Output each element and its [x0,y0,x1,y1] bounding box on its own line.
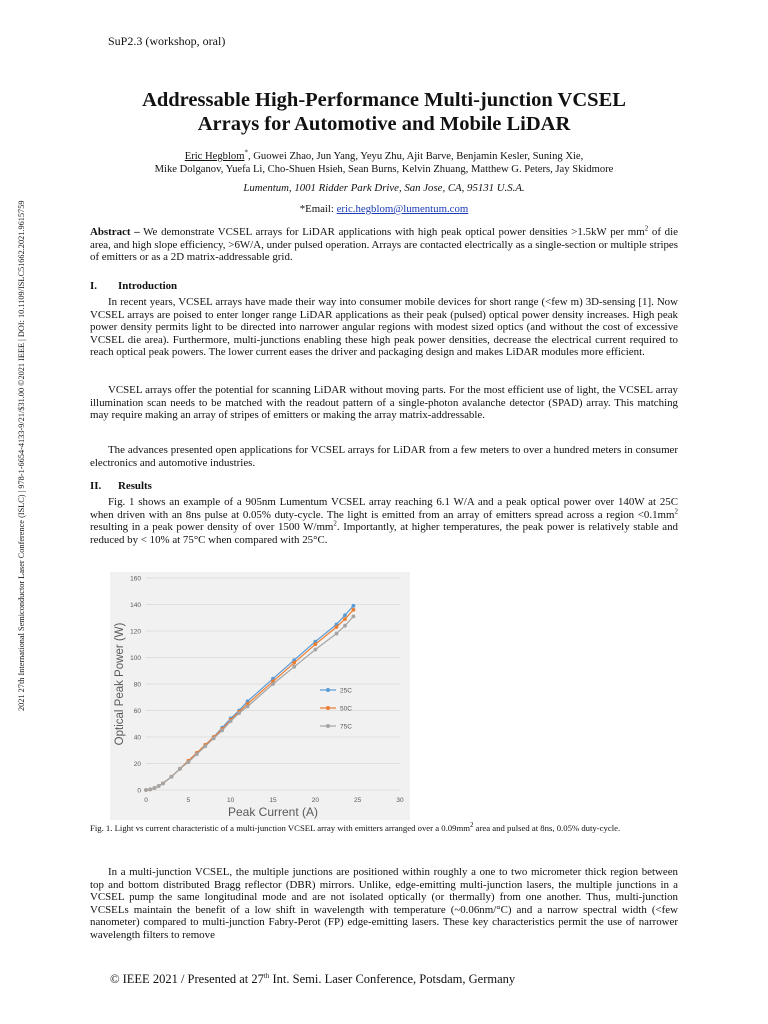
data-point-50C [343,617,347,621]
y-axis-label: Optical Peak Power (W) [114,622,126,746]
y-tick-label: 160 [130,575,141,583]
data-point-75C [178,767,182,771]
data-point-75C [148,787,152,791]
legend-marker-25C [326,688,330,692]
footer-text-a: © IEEE 2021 / Presented at 27 [110,972,264,986]
x-tick-label: 5 [186,797,191,804]
section-heading-introduction [90,280,177,292]
x-tick-label: 10 [227,797,235,804]
y-tick-label: 20 [133,761,141,768]
data-point-75C [212,736,216,740]
series-line-75C [146,616,353,790]
results-paragraph-2: In a multi-junction VCSEL, the multiple junctions are positioned within roughly a one to two micrometer thick region between top and bottom distributed Bragg reflector (DBR) mirrors. Unlike, edge-emitting multi-junction lasers, the multiple junctions in a VCSEL pump the same longitudinal mode and are not isolated optically (or thermally) from one another. Thus, multi-junction VCSELs maintain the benefit of a low shift in wavelength with temperature (~0.06nm/°C) and a narrow spectral width (<few nanometer) compared to multi-junction Fabry-Perot (FP) edge-emitting lasers. These key characteristics permit the use of narrower wavelength filters to remove [90,866,678,941]
author-list [100,148,668,176]
results-text-b: resulting in a peak power density of over 1500 W/mm [90,521,334,534]
abstract-text-a: We demonstrate VCSEL arrays for LiDAR applications with high peak optical power densities >1.5kW per mm [139,226,645,238]
data-point-75C [352,615,356,619]
x-tick-label: 20 [311,797,319,804]
data-point-75C [195,752,199,756]
paper-title [90,88,678,136]
session-label: SuP2.3 (workshop, oral) [108,34,226,48]
doi-sidebar: 2021 27th International Semiconductor Laser Conference (ISLC) | 978-1-6654-4133-9/21/$31.00 ©2021 IEEE | DOI: 10.1109/ISLC51662.2021.9615759 [17,200,26,711]
abstract [90,226,678,264]
x-axis-label: Peak Current (A) [227,805,319,819]
intro-paragraph-2: VCSEL arrays offer the potential for scanning LiDAR without moving parts. For the most efficient use of light, the VCSEL array illumination scan needs to be matched with the readout pattern of a single-photon avalanche detector (SPAD) array. This matching may require making an array of stripes of emitters or making the array matrix-addressable. [90,384,678,422]
intro-paragraph-1: In recent years, VCSEL arrays have made their way into consumer mobile devices for short range (<few m) 3D-sensing [1]. Now VCSEL arrays are poised to enter longer range LiDAR applications as their peak (pulsed) optical power density increases. High peak power density permits light to be directed into narrower angular regions with modest sized optics (and without the cost of excessive VCSEL die area). Furthermore, multi-junctions enabling these high peak power densities, decrease the electrical current required to reach optical peak powers. The lower current eases the driver and packaging design and makes LiDAR modules more efficient. [90,296,678,359]
y-tick-label: 0 [137,787,141,795]
data-point-75C [186,760,190,764]
data-point-75C [144,788,148,792]
results-paragraph-1 [90,496,678,546]
y-tick-label: 140 [130,602,141,609]
authors-line-2: Mike Dolganov, Yuefa Li, Cho-Shuen Hsieh, Sean Burns, Kelvin Zhuang, Matthew G. Peters, Jay Skidmore [154,163,614,175]
abstract-sup: 2 [644,224,649,233]
legend-label: 75C [340,723,352,731]
results-sup-2: 2 [333,519,337,528]
legend-label: 25C [340,687,352,695]
x-tick-label: 30 [396,797,404,804]
data-point-75C [246,705,250,709]
data-point-75C [292,665,296,669]
section-number: I. [90,280,97,292]
data-point-75C [153,786,157,790]
y-tick-label: 120 [130,628,141,636]
footer-sup: th [263,971,270,980]
x-tick-label: 0 [144,797,148,804]
title-line-1: Addressable High-Performance Multi-junction VCSEL [142,89,626,111]
section-number: II. [90,480,102,492]
figure-caption [90,823,682,834]
data-point-75C [170,775,174,779]
section-heading-results [90,480,152,492]
y-tick-label: 40 [133,734,141,742]
section-title: Results [118,480,152,492]
y-tick-label: 60 [133,708,141,715]
first-author: Eric Hegblom [184,151,245,162]
data-point-25C [352,604,356,608]
legend-marker-50C [326,706,330,710]
series-line-25C [146,606,353,790]
intro-paragraph-3: The advances presented open applications for VCSEL arrays for LiDAR from a few meters to over a hundred meters in consumer electronics and automotive industries. [90,444,678,469]
lp-chart [110,572,410,820]
results-text-a: Fig. 1 shows an example of a 905nm Lumentum VCSEL array reaching 6.1 W/A and a peak optical power over 140W at 25C when driven with an 8ns pulse at 0.05% duty-cycle. The light is emitted from an array of emitters spread across a region <0.1mm [90,496,678,521]
y-tick-label: 80 [133,681,141,689]
data-point-75C [161,781,165,785]
results-sup-1: 2 [674,506,678,515]
footer-text-b: Int. Semi. Laser Conference, Potsdam, Germany [269,972,516,986]
data-point-50C [352,608,356,612]
email-line [100,203,668,215]
data-point-75C [237,711,241,715]
data-point-75C [335,632,339,636]
page-footer [110,972,515,987]
data-point-75C [229,719,233,723]
data-point-75C [203,744,207,748]
data-point-50C [335,625,339,629]
data-point-75C [343,624,347,628]
x-tick-label: 15 [269,797,277,804]
data-point-50C [313,642,317,646]
affiliation: Lumentum, 1001 Ridder Park Drive, San Jose, CA, 95131 U.S.A. [243,182,525,194]
data-point-50C [292,661,296,665]
caption-text-a: Fig. 1. Light vs current characteristic of a multi-junction VCSEL array with emitters arranged over a 0.09mm [90,823,470,833]
data-point-75C [220,728,224,732]
caption-sup: 2 [469,821,474,830]
data-point-75C [313,648,317,652]
title-line-2: Arrays for Automotive and Mobile LiDAR [197,113,571,135]
section-title: Introduction [118,280,178,292]
email-label: *Email: [299,203,337,215]
email-link[interactable]: eric.hegblom@lumentum.com [336,203,469,215]
data-point-75C [271,682,275,686]
abstract-label: Abstract – [90,226,140,238]
data-point-75C [157,784,161,788]
x-tick-label: 25 [354,797,362,804]
data-point-25C [343,613,347,617]
author-mark: * [244,148,248,157]
figure-1 [110,572,410,820]
caption-text-b: area and pulsed at 8ns, 0.05% duty-cycle. [473,823,621,833]
authors-line-1: , Guowei Zhao, Jun Yang, Yeyu Zhu, Ajit Barve, Benjamin Kesler, Suning Xie, [247,151,584,162]
abstract-text-b: of die area, and high slope efficiency, >6W/A, under pulsed operation. Arrays are contacted electrically as a single-section or multiple stripes of emitters or as a 2D matrix-addressable grid. [90,226,678,264]
y-tick-label: 100 [130,655,141,662]
results-text-c: . Importantly, at higher temperatures, the peak power is relatively stable and reduced by < 10% at 75°C when compared with 25°C. [90,521,678,546]
legend-label: 50C [340,705,352,713]
legend-marker-75C [326,724,330,728]
